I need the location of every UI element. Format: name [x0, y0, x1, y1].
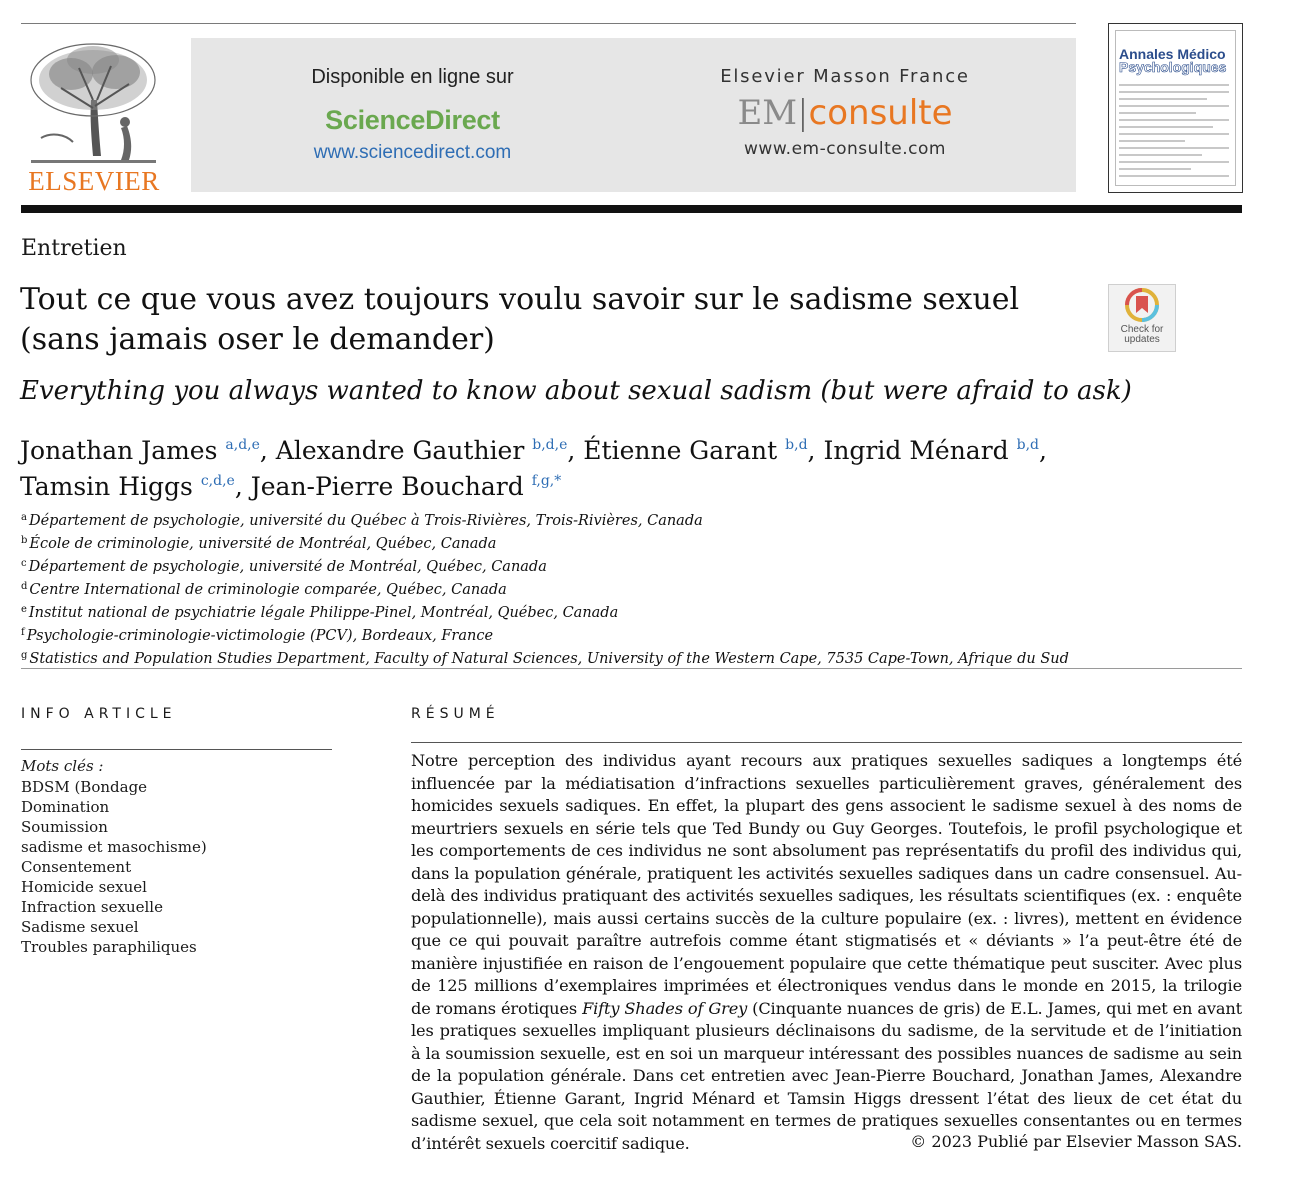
affiliation-mark: a [21, 512, 27, 523]
abstract-part-2: (Cinquante nuances de gris) de E.L. James, qui met en avant les pratiques sexuelles impliquant plusieurs déclinaisons du sadisme, de la servitude et de l’initiation à la soumission sexuelle, est en soi un marqueur intéressant des possibles nuances de sadisme au sein de la population générale. Dans cet entretien avec Jean-Pierre Bouchard, Jonathan James, Alexandre Gauthier, Étienne Garant, Ingrid Ménard et Tamsin Higgs dressent l’état des lieux de cet état du sadisme sexuel, que cela soit notamment en termes de pratiques sexuelles consentantes ou en termes d’intérêt sexuels coercitif sadique. [411, 998, 1242, 1153]
section-divider [21, 668, 1242, 669]
affiliation-text: Statistics and Population Studies Department, Faculty of Natural Sciences, University of the Western Cape, 7535 Cape-Town, Afrique du Sud [29, 651, 1069, 667]
affiliation-text: Institut national de psychiatrie légale Philippe-Pinel, Montréal, Québec, Canada [28, 605, 619, 621]
affiliation-mark: g [21, 650, 28, 661]
affiliation-text: Centre International de criminologie comparée, Québec, Canada [29, 582, 507, 598]
affiliation-item [21, 554, 1221, 577]
affiliation-mark: c [21, 558, 27, 569]
author-separator: , [259, 436, 276, 465]
header-rule [21, 205, 1242, 213]
affiliation-mark: b [21, 535, 28, 546]
author-separator: , [567, 436, 584, 465]
article-category: Entretien [21, 236, 127, 261]
affiliation-text: Département de psychologie, université de Montréal, Québec, Canada [28, 559, 547, 575]
affiliation-list [21, 508, 1221, 669]
author-list [20, 430, 1220, 502]
keyword-item[interactable]: Domination [21, 798, 110, 816]
available-online-text: Disponible en ligne sur [311, 66, 514, 88]
abstract-heading: RÉSUMÉ [411, 706, 500, 722]
affiliation-item [21, 646, 1221, 669]
elsevier-masson-text: Elsevier Masson France [720, 66, 970, 87]
affiliation-mark: d [21, 581, 28, 592]
journal-cover-thumbnail[interactable] [1108, 23, 1243, 193]
author-affiliation-marks[interactable]: b,d [1016, 437, 1039, 453]
author-affiliation-marks[interactable]: b,d [785, 437, 808, 453]
logo-em: EM [737, 93, 798, 133]
author-name[interactable]: Ingrid Ménard [823, 436, 1009, 465]
sciencedirect-link[interactable]: www.sciencedirect.com [313, 142, 512, 163]
cover-title-line1: Annales Médico [1119, 46, 1226, 62]
keywords-list [21, 777, 207, 957]
author-affiliation-marks[interactable]: f,g,* [531, 473, 562, 489]
crossmark-label [1109, 325, 1175, 345]
affiliation-text: Département de psychologie, université du Québec à Trois-Rivières, Trois-Rivières, Canada [28, 513, 703, 529]
keyword-item[interactable]: Soumission [21, 818, 108, 836]
author-affiliation-marks[interactable]: c,d,e [200, 473, 235, 489]
author-name[interactable]: Tamsin Higgs [20, 472, 193, 501]
keyword-item[interactable]: Troubles paraphiliques [21, 938, 197, 956]
info-article-heading: INFO ARTICLE [21, 706, 177, 722]
cover-contents-lines [1119, 84, 1229, 182]
affiliation-mark: e [21, 604, 27, 615]
cover-title-line2: Psychologiques [1119, 59, 1227, 75]
abstract-text [411, 750, 1242, 1155]
abstract-part-1: Notre perception des individus ayant recours aux pratiques sexuelles sadiques a longtemps été influencée par la médiatisation d’infractions sexuelles particulièrement graves, généralement des homicides sexuels sadiques. En effet, la plupart des gens associent le sadisme sexuel à des noms de meurtriers sexuels en série tels que Ted Bundy ou Guy Georges. Toutefois, le profil psychologique et les comportements de ces individus ne sont absolument pas représentatifs du profil des individus qui, dans la population générale, pratiquent les activités sexuelles sadiques dans un cadre consensuel. Au-delà des individus pratiquant des activités sexuelles sadiques, les résultats scientifiques (ex. : enquête populationnelle), mais aussi certains succès de la culture populaire (ex. : livres), mettent en évidence que ce qui pouvait paraître autrefois comme étant stigmatisés et « déviants » l’a peut-être été de manière injustifiée en raison de l’engouement populaire que cette thématique peut susciter. Avec plus de 125 millions d’exemplaires imprimées et électroniques vendus dans le monde en 2015, la trilogie de romans érotiques [411, 751, 1242, 1018]
emconsulte-link[interactable]: www.em-consulte.com [744, 139, 946, 159]
abstract-book-title: Fifty Shades of Grey [582, 998, 748, 1018]
emconsulte-logo[interactable] [705, 93, 985, 133]
abstract-rule [411, 742, 1242, 743]
logo-consulte: consulte [808, 93, 953, 133]
author-affiliation-marks[interactable]: b,d,e [532, 437, 568, 453]
crossmark-line2: updates [1124, 334, 1160, 345]
article-title: Tout ce que vous avez toujours voulu savoir sur le sadisme sexuel (sans jamais oser le demander) [20, 282, 1020, 357]
keyword-item[interactable]: sadisme et masochisme) [21, 838, 207, 856]
affiliation-mark: f [21, 627, 25, 638]
author-separator: , [1039, 436, 1047, 465]
crossmark-icon [1109, 285, 1175, 325]
affiliation-item [21, 577, 1221, 600]
top-rule [21, 23, 1076, 24]
keyword-item[interactable]: Infraction sexuelle [21, 898, 163, 916]
check-for-updates-button[interactable] [1108, 284, 1176, 352]
affiliation-text: École de criminologie, université de Montréal, Québec, Canada [29, 536, 497, 552]
affiliation-item [21, 531, 1221, 554]
affiliation-item [21, 623, 1221, 646]
affiliation-item [21, 508, 1221, 531]
author-name[interactable]: Jean-Pierre Bouchard [250, 472, 524, 501]
article-subtitle: Everything you always wanted to know about sexual sadism (but were afraid to ask) [20, 376, 1132, 406]
keyword-item[interactable]: BDSM (Bondage [21, 778, 148, 796]
cover-title [1119, 48, 1226, 74]
author-name[interactable]: Jonathan James [20, 436, 218, 465]
keyword-item[interactable]: Sadisme sexuel [21, 918, 139, 936]
affiliation-item [21, 600, 1221, 623]
affiliation-text: Psychologie-criminologie-victimologie (PCV), Bordeaux, France [26, 628, 494, 644]
author-name[interactable]: Étienne Garant [583, 436, 778, 465]
tree-icon [21, 38, 166, 168]
sciencedirect-block[interactable] [250, 66, 575, 164]
author-name[interactable]: Alexandre Gauthier [275, 436, 525, 465]
author-affiliation-marks[interactable]: a,d,e [225, 437, 260, 453]
sciencedirect-logo[interactable]: ScienceDirect [325, 105, 500, 135]
author-separator: , [234, 472, 251, 501]
elsevier-wordmark: ELSEVIER [28, 166, 160, 196]
info-article-rule [21, 749, 332, 750]
emconsulte-block[interactable] [705, 66, 985, 159]
author-separator: , [807, 436, 824, 465]
keyword-item[interactable]: Consentement [21, 858, 132, 876]
logo-divider: | [797, 93, 809, 133]
crossmark-line1: Check for [1120, 324, 1164, 335]
copyright-notice: © 2023 Publié par Elsevier Masson SAS. [910, 1132, 1242, 1151]
keywords-label: Mots clés : [21, 757, 104, 775]
keyword-item[interactable]: Homicide sexuel [21, 878, 147, 896]
